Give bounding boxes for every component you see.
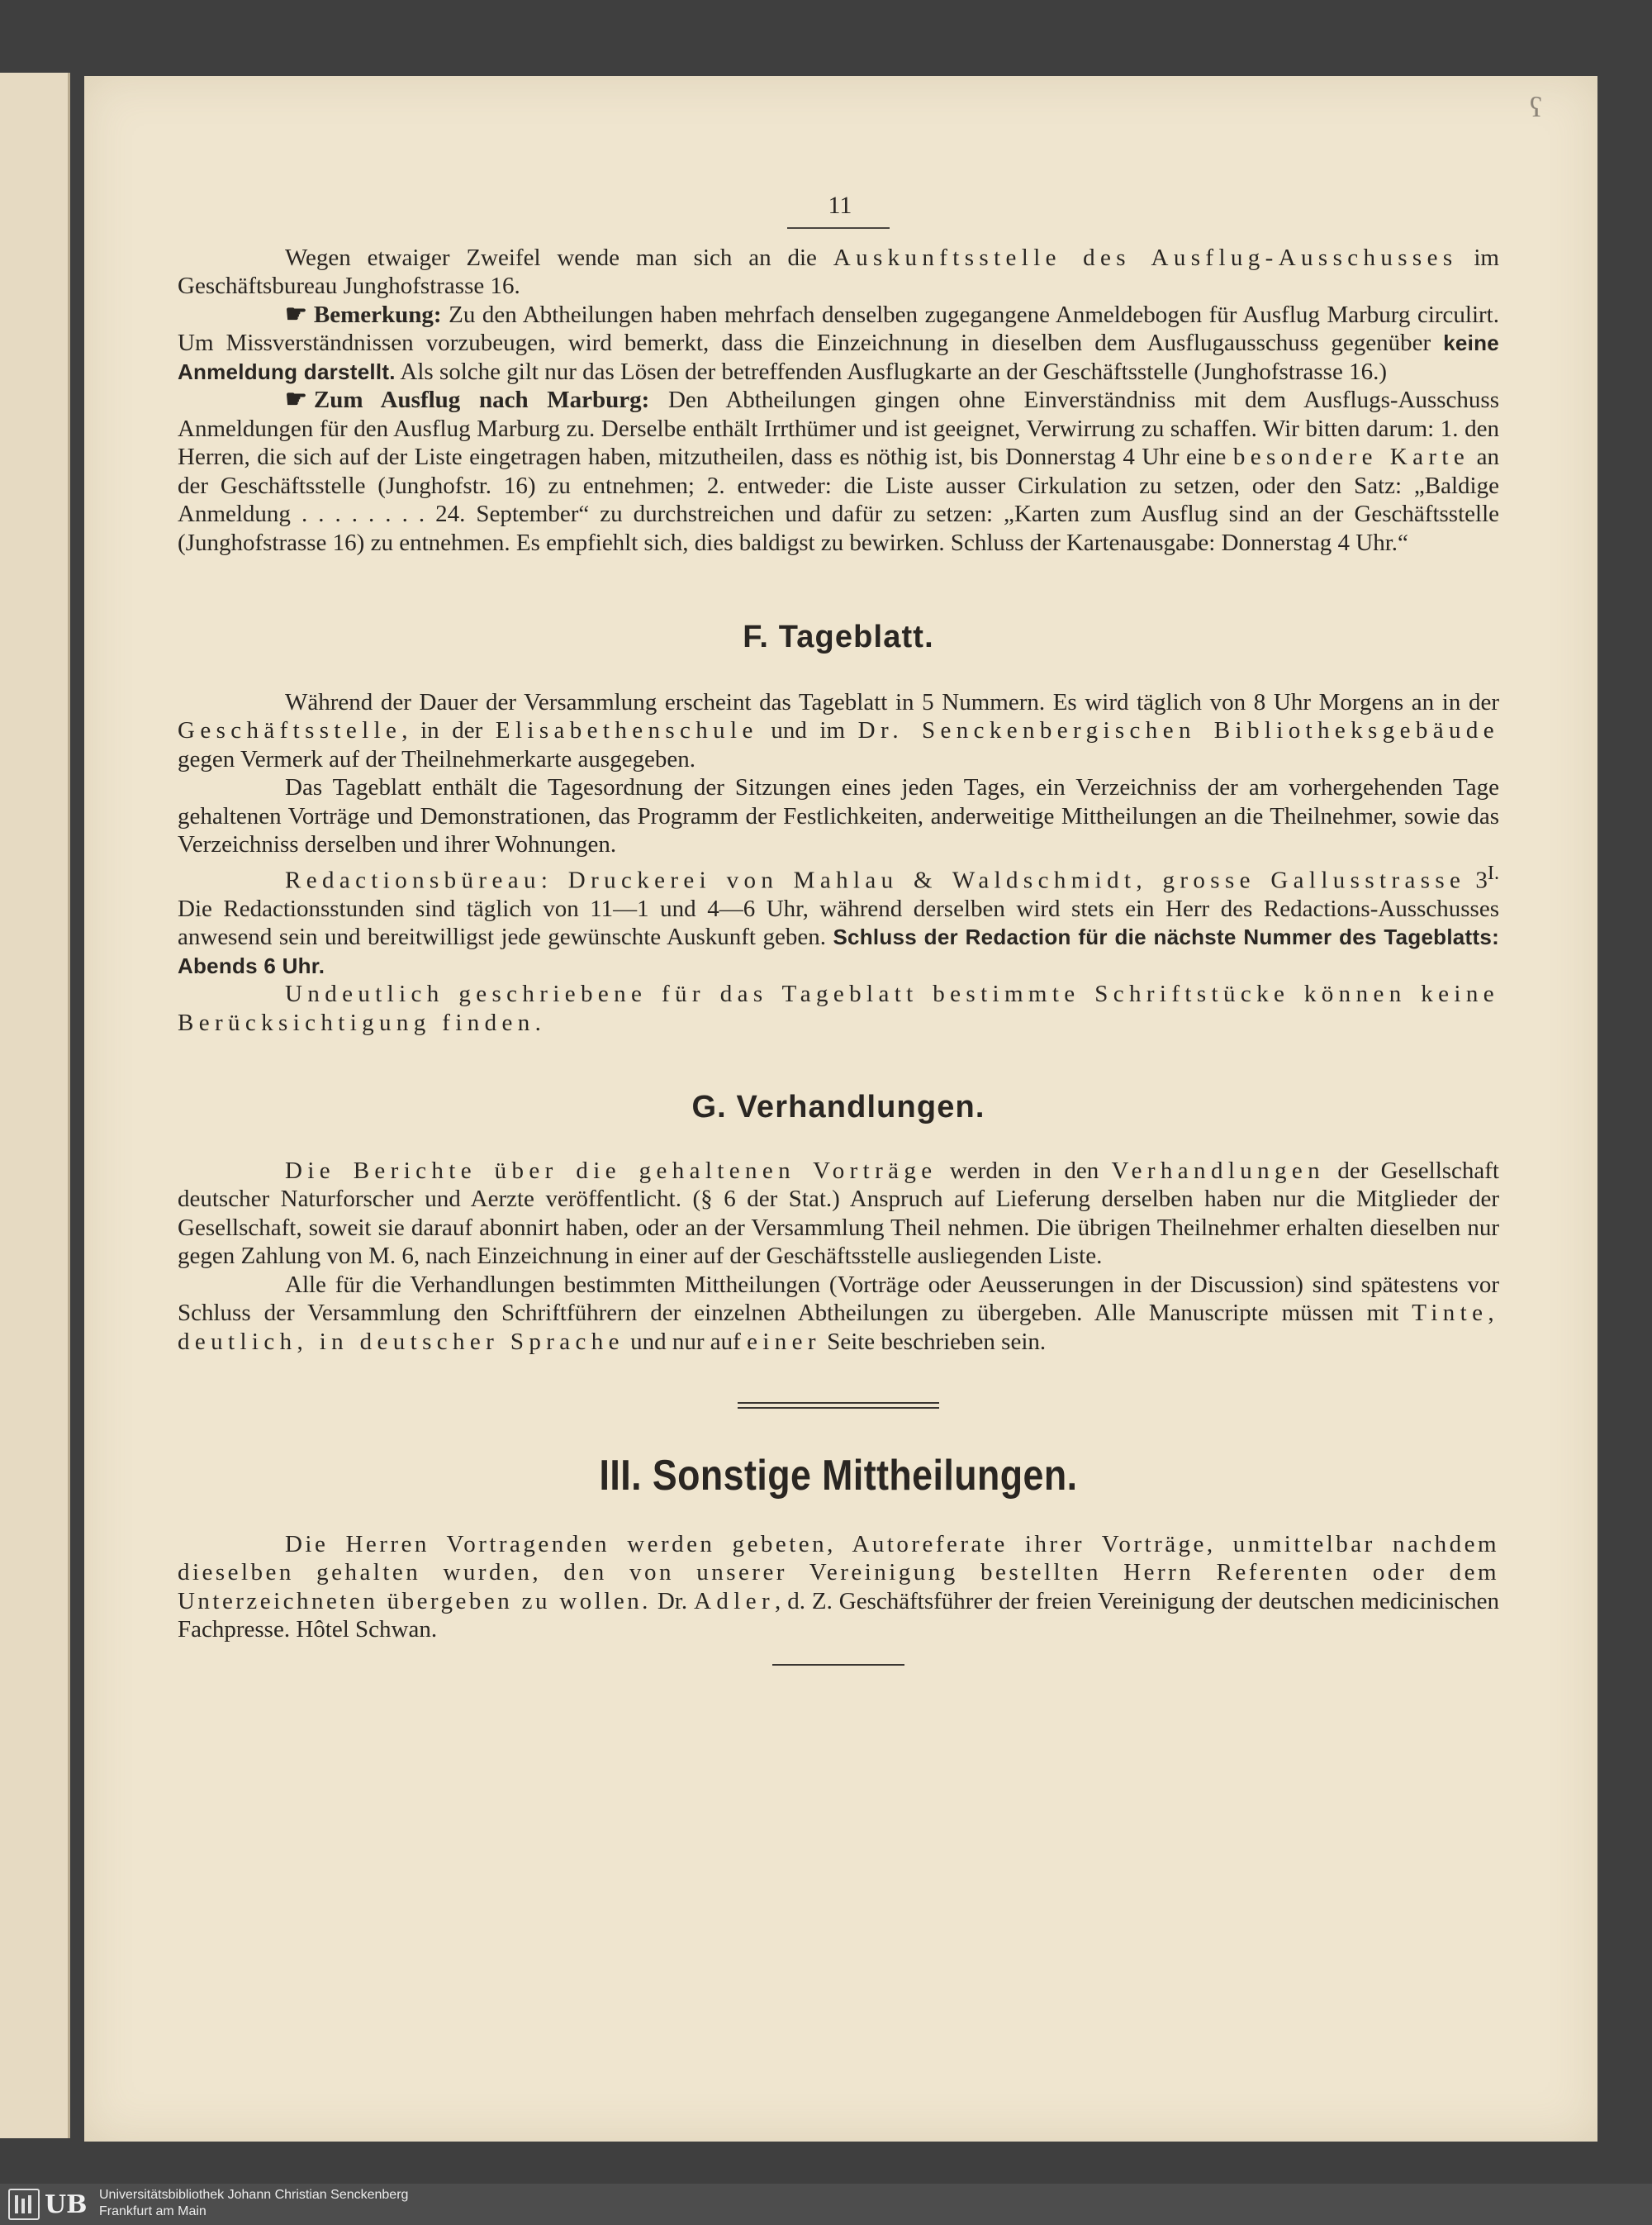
end-rule — [772, 1664, 904, 1666]
spaced-text-run: Die Herren Vortragenden werden gebeten, Autoreferate ihrer Vorträge, unmittelbar nachdem dieselben gehalten wurden, den von unserer Vereinigung bestellten Herrn Referenten oder dem Unterzeichneten übergeben zu wollen. — [178, 1530, 1499, 1614]
text-run: Alle für die Verhandlungen bestimmten Mittheilungen (Vorträge oder Aeusserungen in der Discussion) sind spätestens vor Schluss der Versammlung den Schriftführern der einzelnen Abtheilungen zu übergeben. Alle Manuscripte müssen mit — [178, 1271, 1499, 1327]
library-footer — [0, 2184, 1652, 2225]
text-run: Wegen etwaiger Zweifel wende man sich an die — [285, 244, 833, 271]
text-run: werden in den — [937, 1157, 1112, 1184]
spaced-text-run: Geschäftsstelle — [178, 717, 402, 744]
marburg-label: Zum Ausflug nach Marburg: — [313, 387, 650, 413]
marburg-paragraph — [178, 386, 1499, 557]
text-run: 3 — [1465, 867, 1488, 894]
text-run: und nur auf — [624, 1328, 748, 1355]
spaced-text-run: Auskunftsstelle des Ausflug-Ausschusses — [833, 244, 1458, 271]
text-run: gegen Vermerk auf der Theilnehmerkarte ausgegeben. — [178, 745, 695, 773]
spaced-text-run: Redactionsbüreau: Druckerei von Mahlau & Waldschmidt, grosse Gallusstrasse — [285, 867, 1466, 894]
text-run: , d. Z. Geschäftsführer der freien Vereinigung der deutschen medicinischen Fachpresse. Hôtel Schwan. — [178, 1587, 1499, 1643]
facing-page-edge — [0, 73, 70, 2138]
spaced-text-run: Dr. Senckenbergischen Bibliotheksgebäude — [857, 717, 1499, 744]
text-run: der Gesellschaft deutscher Naturforscher und Aerzte veröffentlicht. (§ 6 der Stat.) Anspruch auf Lieferung derselben haben nur die Mitglieder der Gesellschaft, soweit sie darauf abonnirt haben, oder an der Versammlung Theil nehmen. Die übrigen Theilnehmer erhalten dieselben nur gegen Zahlung von M. 6, nach Einzeichnung in einer auf der Geschäftsstelle ausliegenden Liste. — [178, 1157, 1499, 1270]
page-number: 11 — [828, 192, 852, 219]
pointing-hand-icon: ☛ — [285, 386, 307, 413]
text-run: im Geschäftsbureau Junghofstrasse 16. — [178, 244, 1499, 299]
section-f-heading: F. Tageblatt. — [743, 620, 934, 654]
section-g-heading: G. Verhandlungen. — [691, 1090, 985, 1125]
scanned-page — [84, 76, 1597, 2142]
text-run: Zu den Abtheilungen haben mehrfach denselben zugegangene Anmeldebogen für Ausflug Marburg circulirt. Um Missverständnissen vorzubeugen, wird bemerkt, dass die Einzeichnung in dieselben dem Ausflugausschuss gegenüber — [178, 301, 1499, 356]
text-run: Als solche gilt nur das Lösen der betreffenden Ausflugkarte an der Geschäftsstelle (Junghofstrasse 16.) — [395, 358, 1387, 385]
footer-line-1: Universitätsbibliothek Johann Christian Senckenberg — [99, 2188, 409, 2202]
text-run: Die Redactionsstunden sind täglich von 11—1 und 4—6 Uhr, während derselben wird stets ein Herr des Redactions-Ausschusses anwesend sein und bereitwilligst jede gewünschte Auskunft geben. — [178, 895, 1499, 951]
spaced-text-run: Tinte, deutlich, in deutscher Sprache — [178, 1300, 1499, 1355]
page-number-rule — [787, 227, 890, 229]
footer-text — [99, 2187, 408, 2220]
remark-label: Bemerkung: — [313, 301, 442, 328]
text-run: , in der — [401, 717, 496, 744]
text-run: und im — [757, 717, 858, 744]
section-iii-heading: III. Sonstige Mittheilungen. — [599, 1452, 1078, 1500]
superscript: I. — [1487, 861, 1499, 884]
page-content — [178, 192, 1499, 1666]
verhandlungen-paragraph-1 — [178, 1157, 1499, 1271]
ub-logo-text: UB — [45, 2189, 88, 2219]
text-run: Den Abtheilungen gingen ohne Einverständniss mit dem Ausflugs-Ausschuss Anmeldungen für den Ausflug Marburg zu. Derselbe enthält Irrthümer und ist geeignet, Verwirrung zu schaffen. Wir bitten darum: 1. den Herren, die sich auf der Liste eingetragen haben, mitzutheilen, dass es nöthig ist, bis Donnerstag 4 Uhr eine — [178, 387, 1499, 470]
footer-line-2: Frankfurt am Main — [99, 2204, 206, 2218]
text-run: Seite beschrieben sein. — [820, 1328, 1047, 1355]
bold-text-run: keine Anmeldung darstellt. — [178, 330, 1499, 384]
double-rule-divider — [738, 1402, 939, 1409]
tageblatt-paragraph-2: Das Tageblatt enthält die Tagesordnung der Sitzungen eines jeden Tages, ein Verzeichniss der am vorhergehenden Tage gehaltenen Vorträge und Demonstrationen, das Programm der Festlichkeiten, anderweitige Mittheilungen an die Theilnehmer, sowie das Verzeichniss derselben und ihrer Wohnungen. — [178, 774, 1499, 858]
spaced-text-run: Verhandlungen — [1111, 1157, 1326, 1184]
ub-emblem-icon — [8, 2189, 40, 2220]
verhandlungen-paragraph-2 — [178, 1271, 1499, 1357]
spaced-text-run: Adler — [694, 1587, 775, 1614]
spaced-text-run: Elisabethenschule — [495, 717, 758, 744]
spaced-text-run: Die Berichte über die gehaltenen Vorträge — [285, 1157, 938, 1184]
text-run: Dr. — [650, 1587, 695, 1614]
remark-paragraph — [178, 301, 1499, 387]
pointing-hand-icon: ☛ — [285, 300, 307, 328]
ub-logo — [8, 2189, 91, 2220]
spaced-text-run: einer — [747, 1328, 821, 1355]
intro-paragraph-1 — [178, 244, 1499, 301]
bold-text-run: Schluss der Redaction für die nächste Nummer des Tageblatts: Abends 6 Uhr. — [178, 925, 1499, 978]
tageblatt-paragraph-4: Undeutlich geschriebene für das Tageblatt bestimmte Schriftstücke können keine Berücksichtigung finden. — [178, 981, 1499, 1036]
tageblatt-paragraph-1 — [178, 688, 1499, 774]
pencil-mark: ʕ — [1530, 93, 1543, 123]
tageblatt-paragraph-3 — [178, 859, 1499, 981]
spaced-text-run: besondere Karte — [1232, 444, 1470, 470]
text-run: Während der Dauer der Versammlung erscheint das Tageblatt in 5 Nummern. Es wird täglich von 8 Uhr Morgens an in der — [285, 688, 1499, 716]
sonstige-paragraph — [178, 1530, 1499, 1644]
text-run: an der Geschäftsstelle (Junghofstr. 16) zu entnehmen; 2. entweder: die Liste ausser Cirkulation zu setzen, oder den Satz: „Baldige Anmeldung . . . . . . . . 24. September“ zu durchstreichen und dafür zu setzen: „Karten zum Ausflug sind an der Geschäftsstelle (Junghofstrasse 16) zu entnehmen. Es empfiehlt sich, dies baldigst zu bewirken. Schluss der Kartenausgabe: Donnerstag 4 Uhr.“ — [178, 444, 1499, 556]
